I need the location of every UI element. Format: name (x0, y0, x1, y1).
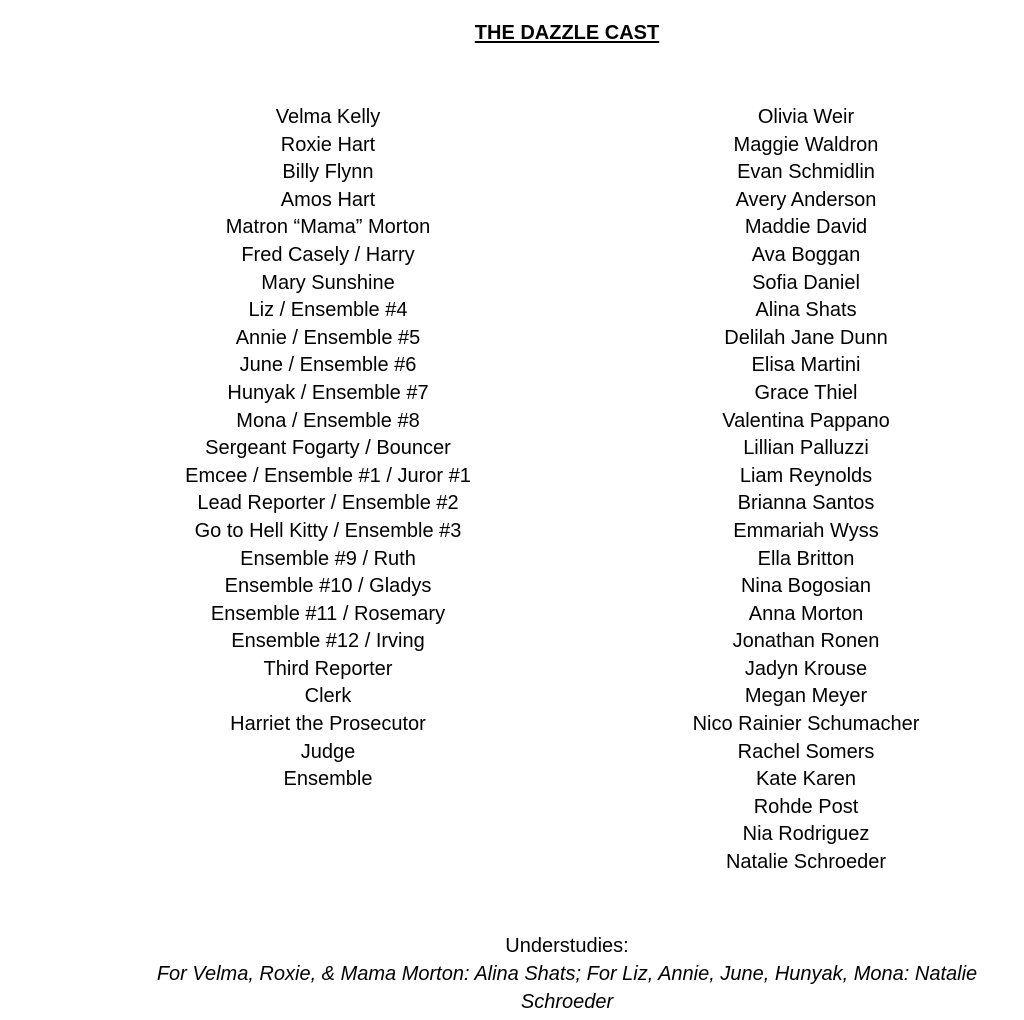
actor-name: Rachel Somers (737, 740, 875, 763)
role-name: Ensemble #10 / Gladys (224, 575, 432, 598)
actor-name: Elisa Martini (751, 354, 861, 377)
role-name: Judge (300, 740, 356, 763)
role-name: Go to Hell Kitty / Ensemble #3 (194, 519, 462, 542)
actor-name: Valentina Pappano (722, 409, 890, 432)
document-title: THE DAZZLE CAST (474, 22, 660, 44)
actor-name: Nico Rainier Schumacher (692, 713, 920, 736)
role-name: Emcee / Ensemble #1 / Juror #1 (185, 464, 471, 487)
actor-name: Alina Shats (755, 299, 857, 322)
role-name: Lead Reporter / Ensemble #2 (197, 492, 459, 515)
roles-column (88, 104, 568, 794)
actor-name: Ella Britton (757, 547, 855, 570)
actor-name: Liam Reynolds (739, 464, 873, 487)
actor-name: Emmariah Wyss (733, 519, 879, 542)
understudies-list: For Velma, Roxie, & Mama Morton: Alina Shats; For Liz, Annie, June, Hunyak, Mona: Natalie Schroeder (156, 963, 978, 1013)
role-name: Sergeant Fogarty / Bouncer (205, 437, 451, 460)
actor-name: Evan Schmidlin (737, 161, 875, 184)
understudies-heading: Understudies: (505, 935, 629, 957)
actor-name: Kate Karen (755, 768, 857, 791)
role-name: Ensemble #9 / Ruth (240, 547, 416, 570)
role-name: Mary Sunshine (261, 271, 395, 294)
role-name: Liz / Ensemble #4 (248, 299, 408, 322)
role-name: Harriet the Prosecutor (230, 713, 426, 736)
actor-name: Maddie David (744, 216, 868, 239)
role-name: Roxie Hart (280, 133, 376, 156)
actor-name: Ava Boggan (751, 243, 861, 266)
actor-name: Grace Thiel (754, 381, 858, 404)
role-name: June / Ensemble #6 (239, 354, 417, 377)
actor-name: Lillian Palluzzi (743, 437, 869, 460)
actor-name: Delilah Jane Dunn (724, 326, 888, 349)
role-name: Annie / Ensemble #5 (235, 326, 421, 349)
actor-name: Natalie Schroeder (725, 851, 887, 874)
role-name: Velma Kelly (275, 106, 381, 128)
role-name: Ensemble #12 / Irving (231, 630, 425, 653)
actor-name: Sofia Daniel (752, 271, 860, 294)
role-name: Third Reporter (263, 657, 393, 680)
role-name: Matron “Mama” Morton (225, 216, 431, 239)
role-name: Fred Casely / Harry (241, 243, 415, 266)
actors-column (566, 104, 1024, 877)
actor-name: Avery Anderson (735, 188, 877, 211)
role-name: Clerk (304, 685, 352, 708)
actor-name: Nina Bogosian (740, 575, 872, 598)
actor-name: Rohde Post (753, 795, 859, 818)
actor-name: Nia Rodriguez (742, 823, 870, 846)
actor-name: Maggie Waldron (733, 133, 879, 156)
actor-name: Jadyn Krouse (744, 657, 868, 680)
role-name: Billy Flynn (282, 161, 374, 184)
role-name: Hunyak / Ensemble #7 (227, 381, 429, 404)
actor-name: Anna Morton (748, 602, 864, 625)
actor-name: Brianna Santos (737, 492, 875, 515)
actor-name: Jonathan Ronen (732, 630, 880, 653)
role-name: Ensemble #11 / Rosemary (210, 602, 446, 625)
role-name: Mona / Ensemble #8 (236, 409, 420, 432)
role-name: Ensemble (283, 768, 373, 791)
actor-name: Olivia Weir (757, 106, 855, 128)
actor-name: Megan Meyer (744, 685, 868, 708)
role-name: Amos Hart (280, 188, 376, 211)
